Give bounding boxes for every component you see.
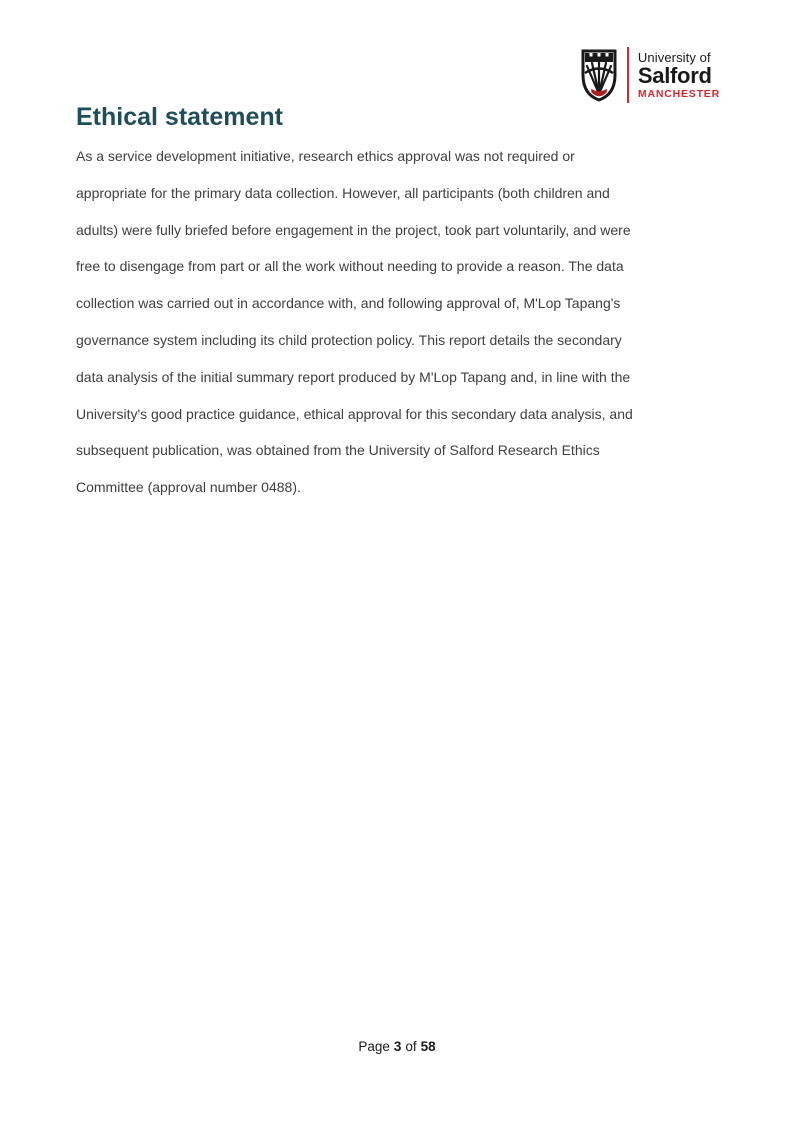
- page-title: Ethical statement: [76, 103, 284, 131]
- footer-total-pages: 58: [420, 1039, 436, 1054]
- logo-wordmark: [638, 51, 720, 100]
- paragraph-line: collection was carried out in accordance with, and following approval of, M'Lop Tapang's: [76, 295, 621, 312]
- paragraph-line: subsequent publication, was obtained from the University of Salford Research Ethics: [76, 442, 600, 459]
- logo-university-of-text: University of: [637, 49, 711, 65]
- document-content: [76, 103, 724, 506]
- university-of-salford-logo: [581, 47, 720, 103]
- ethical-statement-paragraph: [76, 138, 724, 506]
- paragraph-line: As a service development initiative, research ethics approval was not required or: [76, 148, 575, 164]
- paragraph-line: appropriate for the primary data collection. However, all participants (both children and: [76, 184, 610, 201]
- logo-manchester-text: MANCHESTER: [637, 87, 720, 100]
- paragraph-line: adults) were fully briefed before engagement in the project, took part voluntarily, and were: [76, 221, 631, 238]
- footer-of-label: of: [405, 1039, 417, 1054]
- logo-salford-text: Salford: [637, 62, 712, 88]
- page-footer: [0, 1039, 794, 1054]
- paragraph-line: data analysis of the initial summary report produced by M'Lop Tapang and, in line with the: [76, 368, 631, 385]
- footer-page-label: Page: [358, 1039, 390, 1054]
- salford-crest-shield-icon: [581, 49, 617, 102]
- paragraph-line: Committee (approval number 0488).: [76, 479, 301, 496]
- footer-page-number: 3: [393, 1039, 402, 1054]
- logo-red-divider: [627, 47, 629, 103]
- paragraph-line: governance system including its child protection policy. This report details the secondary: [76, 331, 622, 348]
- paragraph-line: free to disengage from part or all the work without needing to provide a reason. The data: [76, 258, 624, 275]
- paragraph-line: University's good practice guidance, ethical approval for this secondary data analysis, and: [76, 405, 633, 422]
